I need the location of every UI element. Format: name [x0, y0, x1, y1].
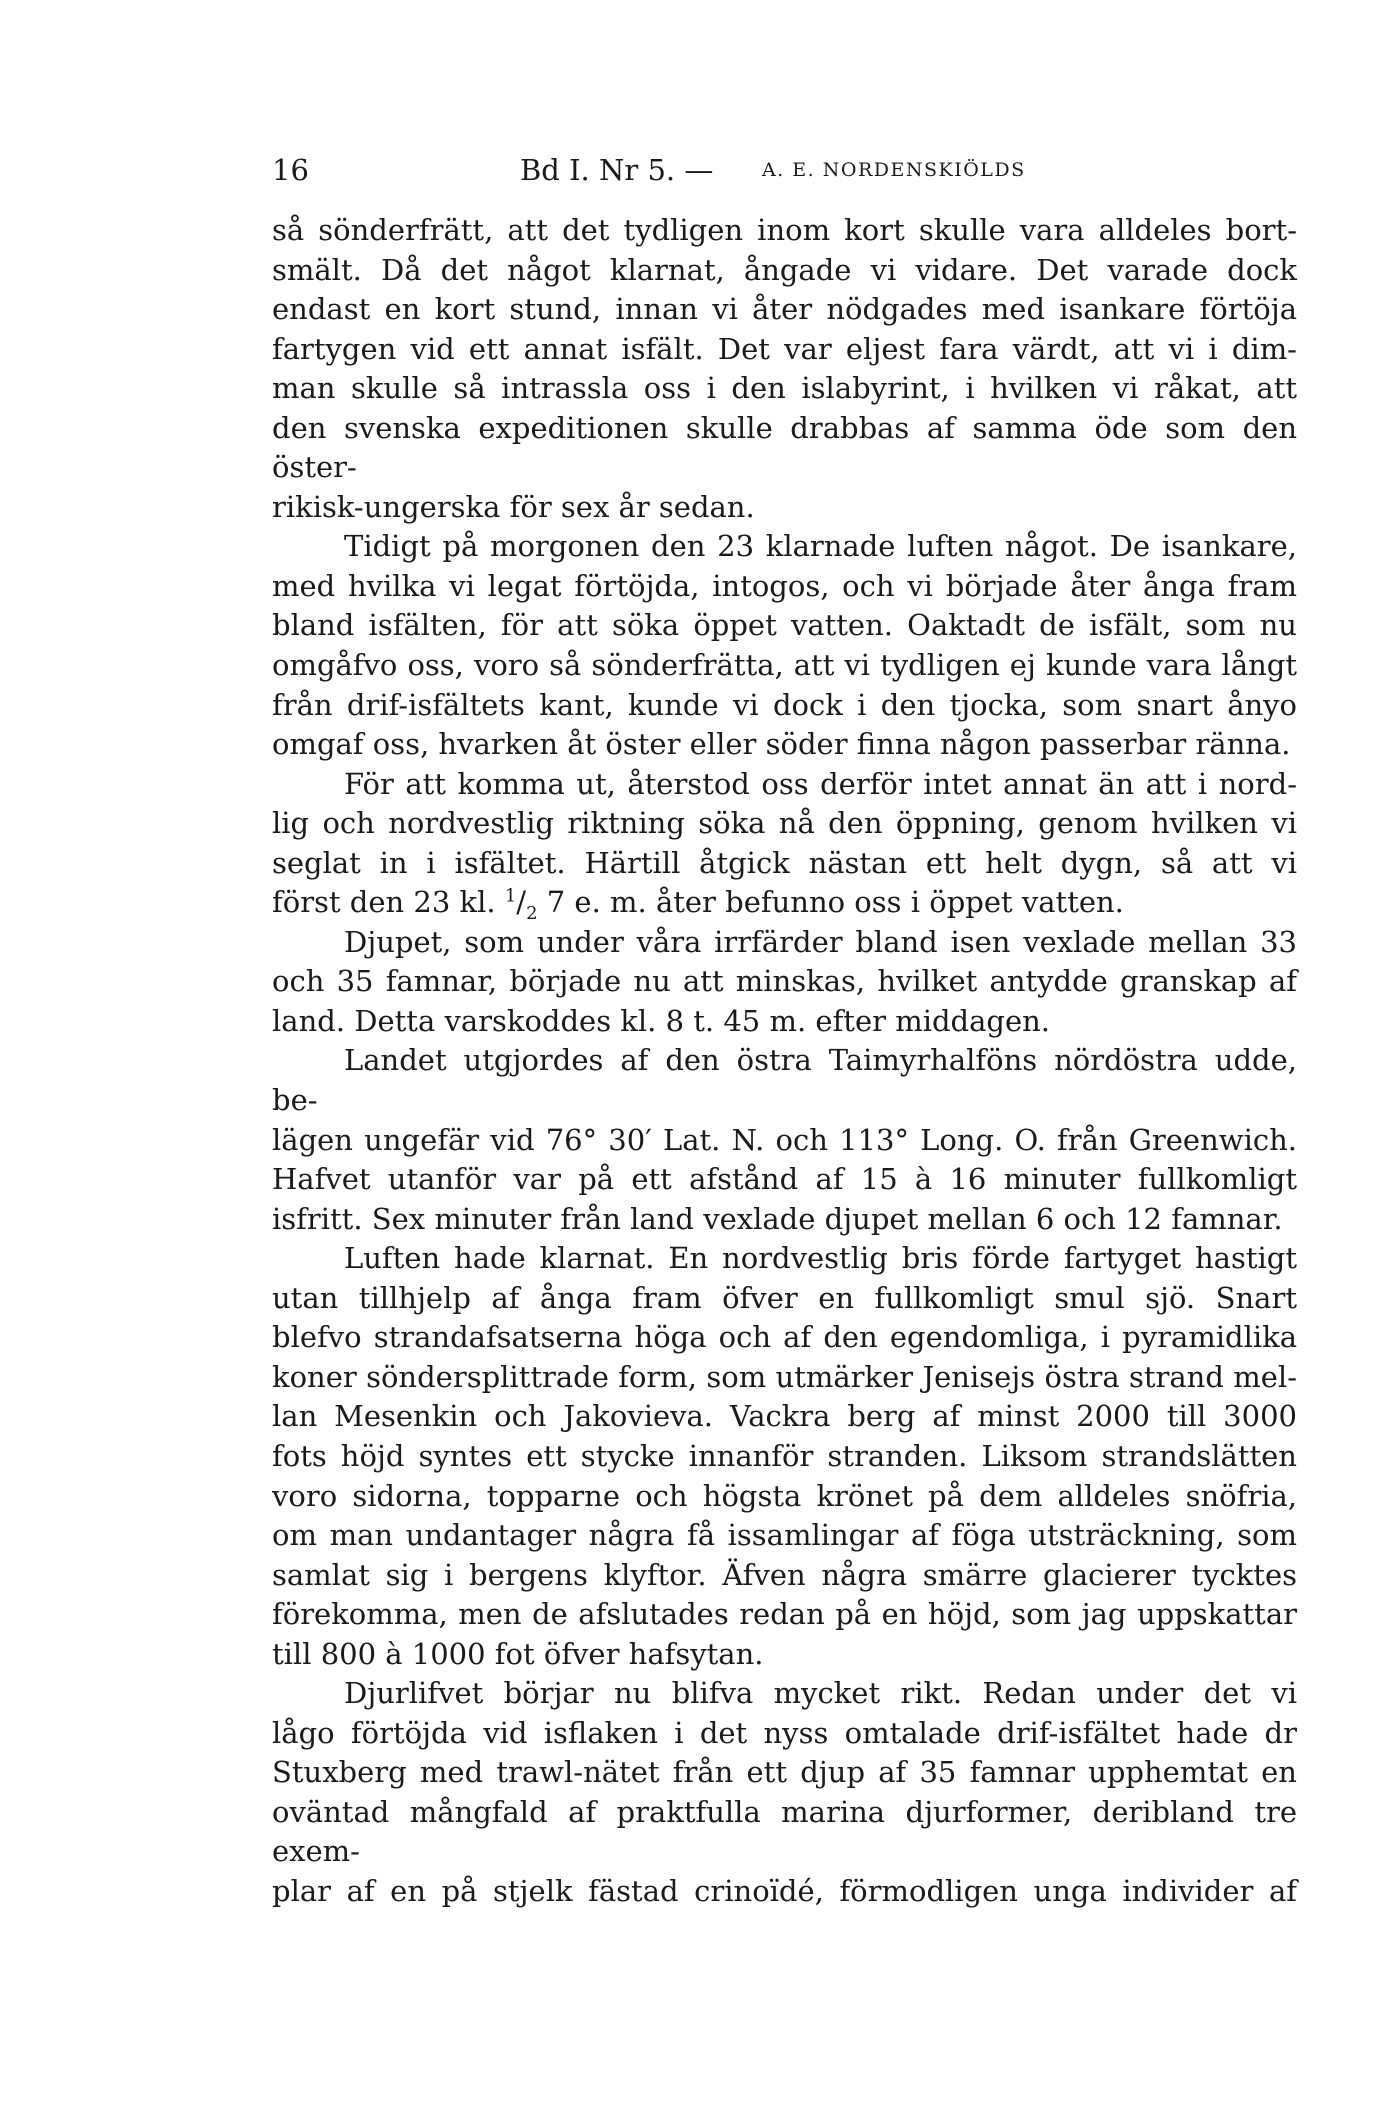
text-line: omgaf oss, hvarken åt öster eller söder finna någon passerbar ränna.: [272, 727, 1291, 762]
text-line: och 35 famnar, började nu att minskas, hvilket antydde granskap af: [272, 964, 1297, 999]
text-line: smält. Då det något klarnat, ångade vi vidare. Det varade dock: [272, 252, 1297, 287]
fraction-line-start: först den 23 kl.: [272, 885, 496, 920]
text-line: land. Detta varskoddes kl. 8 t. 45 m. efter middagen.: [272, 1003, 1051, 1038]
text-line: seglat in i isfältet. Härtill åtgick nästan ett helt dygn, så att vi: [272, 845, 1297, 880]
fraction-line-end: 7 e. m. åter befunno oss i öppet vatten.: [546, 885, 1124, 920]
text-line: lägen ungefär vid 76° 30′ Lat. N. och 113° Long. O. från Greenwich.: [272, 1122, 1297, 1157]
text-line: voro sidorna, topparne och högsta krönet på dem alldeles snöfria,: [272, 1478, 1297, 1513]
text-line: om man undantager några få issamlingar af föga utsträckning, som: [272, 1518, 1297, 1553]
text-line: rikisk-ungerska för sex år sedan.: [272, 489, 755, 524]
text-line: Luften hade klarnat. En nordvestlig bris förde fartyget hastigt: [344, 1241, 1297, 1276]
text-line: så sönderfrätt, att det tydligen inom kort skulle vara alldeles bort-: [272, 213, 1297, 247]
text-line: lig och nordvestlig riktning söka nå den öppning, genom hvilken vi: [272, 806, 1297, 841]
text-line: samlat sig i bergens klyftor. Äfven några smärre glacierer tycktes: [272, 1557, 1297, 1592]
text-line: till 800 à 1000 fot öfver hafsytan.: [272, 1636, 764, 1671]
text-line: oväntad mångfald af praktfulla marina djurformer, deribland tre exem-: [272, 1794, 1297, 1869]
author-name: A. E. NORDENSKIÖLDS: [762, 159, 1026, 181]
text-line: man skulle så intrassla oss i den islabyrint, i hvilken vi råkat, att: [272, 371, 1297, 406]
text-line: Djupet, som under våra irrfärder bland isen vexlade mellan 33: [344, 924, 1297, 959]
text-line: med hvilka vi legat förtöjda, intogos, och vi började åter ånga fram: [272, 568, 1297, 603]
text-line: den svenska expeditionen skulle drabbas af samma öde som den öster-: [272, 410, 1297, 485]
text-line: förekomma, men de afslutades redan på en höjd, som jag uppskattar: [272, 1597, 1297, 1632]
text-line: plar af en på stjelk fästad crinoïdé, förmodligen unga individer af: [272, 1873, 1297, 1908]
text-line: blefvo strandafsatserna höga och af den egendomliga, i pyramidlika: [272, 1320, 1297, 1355]
page-number: 16: [272, 153, 309, 187]
text-line: bland isfälten, för att söka öppet vatten. Oaktadt de isfält, som nu: [272, 608, 1297, 643]
fraction-slash: /: [516, 885, 527, 920]
text-line: [272, 883, 1297, 923]
text-line: Tidigt på morgonen den 23 klarnade luften något. De isankare,: [344, 529, 1297, 564]
text-line: koner söndersplittrade form, som utmärker Jenisejs östra strand mel-: [272, 1359, 1297, 1394]
text-line: Stuxberg med trawl-nätet från ett djup af 35 famnar upphemtat en: [272, 1755, 1297, 1790]
text-line: utan tillhjelp af ånga fram öfver en fullkomligt smul sjö. Snart: [272, 1280, 1297, 1315]
fraction-numerator: 1: [504, 885, 517, 907]
text-line: endast en kort stund, innan vi åter nödgades med isankare förtöja: [272, 292, 1297, 327]
text-line: lågo förtöjda vid isflaken i det nyss omtalade drif-isfältet hade dr: [272, 1715, 1297, 1750]
fraction-denominator: 2: [526, 903, 538, 925]
text-line: Djurlifvet börjar nu blifva mycket rikt. Redan under det vi: [344, 1676, 1297, 1711]
volume-reference: Bd I. Nr 5. —: [520, 153, 714, 187]
text-line: isfritt. Sex minuter från land vexlade djupet mellan 6 och 12 famnar.: [272, 1201, 1283, 1236]
running-head: [272, 150, 1297, 190]
text-line: Hafvet utanför var på ett afstånd af 15 à 16 minuter fullkomligt: [272, 1162, 1297, 1197]
text-line: Landet utgjordes af den östra Taimyrhalföns nördöstra udde, be-: [272, 1043, 1297, 1118]
text-line: För att komma ut, återstod oss derför intet annat än att i nord-: [344, 766, 1297, 801]
text-line: från drif-isfältets kant, kunde vi dock i den tjocka, som snart ånyo: [272, 687, 1297, 722]
text-line: lan Mesenkin och Jakovieva. Vackra berg af minst 2000 till 3000: [272, 1399, 1297, 1434]
text-line: omgåfvo oss, voro så sönderfrätta, att vi tydligen ej kunde vara långt: [272, 648, 1297, 683]
text-line: fots höjd syntes ett stycke innanför stranden. Liksom strandslätten: [272, 1438, 1297, 1473]
text-line: fartygen vid ett annat isfält. Det var eljest fara värdt, att vi i dim-: [272, 331, 1297, 366]
body-text: [272, 211, 1297, 1912]
